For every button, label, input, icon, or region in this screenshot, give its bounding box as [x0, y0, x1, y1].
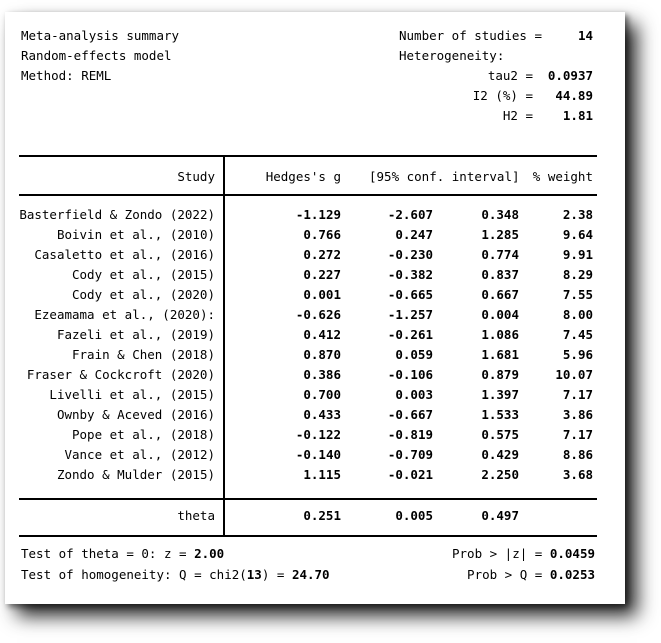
study-name: Fazeli et al., (2019) — [56, 327, 215, 342]
theta-z-value: 2.00 — [194, 546, 225, 561]
study-name: Ezeamama et al., (2020): — [34, 307, 215, 322]
weight: 8.86 — [562, 447, 593, 462]
theta-g: 0.251 — [303, 508, 341, 523]
ci-lower: -0.819 — [387, 427, 433, 442]
ci-upper: 0.348 — [481, 207, 519, 222]
tau2-label: tau2 = — [487, 68, 533, 83]
theta-rule — [19, 498, 597, 500]
study-name: Ownby & Aceved (2016) — [56, 407, 215, 422]
weight: 7.55 — [562, 287, 593, 302]
ci-upper: 2.250 — [481, 467, 519, 482]
homog-p-label: Prob > Q = — [467, 567, 543, 582]
model-label: Random-effects model — [21, 48, 172, 63]
hedges-g: 0.386 — [303, 367, 341, 382]
study-name: Basterfield & Zondo (2022) — [19, 207, 215, 222]
ci-lower: -0.021 — [387, 467, 433, 482]
theta-test — [21, 546, 224, 562]
ci-lower: -2.607 — [387, 207, 433, 222]
study-name: Boivin et al., (2010) — [56, 227, 215, 242]
col-header-ci: [95% conf. interval] — [369, 169, 520, 184]
homogeneity-test — [21, 567, 330, 583]
col-header-weight: % weight — [532, 169, 593, 184]
study-name: Pope et al., (2018) — [72, 427, 215, 442]
ci-lower: -0.230 — [387, 247, 433, 262]
theta-p — [385, 546, 595, 562]
ci-upper: 1.681 — [481, 347, 519, 362]
weight: 7.17 — [562, 427, 593, 442]
weight: 9.64 — [562, 227, 593, 242]
ci-upper: 0.667 — [481, 287, 519, 302]
i2-label: I2 (%) = — [472, 88, 533, 103]
ci-lower: 0.059 — [395, 347, 433, 362]
theta-test-label: Test of theta = 0: z = — [21, 546, 187, 561]
study-name: Fraser & Cockcroft (2020) — [26, 367, 215, 382]
weight: 2.38 — [562, 207, 593, 222]
ci-lower: -0.709 — [387, 447, 433, 462]
weight: 8.00 — [562, 307, 593, 322]
hedges-g: -1.129 — [295, 207, 341, 222]
weight: 8.29 — [562, 267, 593, 282]
hedges-g: 0.412 — [303, 327, 341, 342]
hedges-g: 0.272 — [303, 247, 341, 262]
theta-ci-upper: 0.497 — [481, 508, 519, 523]
ci-upper: 0.837 — [481, 267, 519, 282]
study-name: Vance et al., (2012) — [64, 447, 215, 462]
col-header-study: Study — [177, 169, 215, 184]
ci-lower: -0.665 — [387, 287, 433, 302]
heterogeneity-label: Heterogeneity: — [399, 48, 505, 63]
i2-value: 44.89 — [555, 88, 593, 103]
theta-p-label: Prob > |z| = — [452, 546, 543, 561]
ci-lower: -1.257 — [387, 307, 433, 322]
homog-p — [385, 567, 595, 583]
weight: 3.68 — [562, 467, 593, 482]
col-header-g: Hedges's g — [265, 169, 341, 184]
method-label: Method: REML — [21, 68, 112, 83]
table-bottom-rule — [19, 535, 597, 537]
ci-upper: 0.879 — [481, 367, 519, 382]
study-name: Cody et al., (2020) — [72, 287, 215, 302]
hedges-g: 0.700 — [303, 387, 341, 402]
ci-upper: 0.774 — [481, 247, 519, 262]
ci-lower: -0.261 — [387, 327, 433, 342]
weight: 7.45 — [562, 327, 593, 342]
summary-title: Meta-analysis summary — [21, 28, 180, 43]
theta-ci-lower: 0.005 — [395, 508, 433, 523]
ci-upper: 0.004 — [481, 307, 519, 322]
study-name: Livelli et al., (2015) — [49, 387, 215, 402]
hedges-g: -0.140 — [295, 447, 341, 462]
ci-lower: 0.247 — [395, 227, 433, 242]
column-divider — [223, 155, 225, 536]
homog-q-value: 24.70 — [291, 567, 330, 582]
homog-label-a: Test of homogeneity: Q = chi2( — [21, 567, 247, 582]
hedges-g: 1.115 — [303, 467, 341, 482]
weight: 9.91 — [562, 247, 593, 262]
ci-upper: 1.086 — [481, 327, 519, 342]
hedges-g: -0.122 — [295, 427, 341, 442]
table-top-rule — [19, 155, 597, 157]
hedges-g: 0.766 — [303, 227, 341, 242]
ci-upper: 0.429 — [481, 447, 519, 462]
hedges-g: 0.001 — [303, 287, 341, 302]
theta-p-value: 0.0459 — [549, 546, 595, 561]
n-studies-label: Number of studies = — [399, 28, 542, 43]
study-name: Frain & Chen (2018) — [72, 347, 215, 362]
tau2-value: 0.0937 — [547, 68, 593, 83]
results-panel — [5, 12, 625, 604]
study-name: Cody et al., (2015) — [72, 267, 215, 282]
weight: 7.17 — [562, 387, 593, 402]
hedges-g: 0.433 — [303, 407, 341, 422]
ci-lower: -0.667 — [387, 407, 433, 422]
weight: 5.96 — [562, 347, 593, 362]
ci-lower: -0.382 — [387, 267, 433, 282]
n-studies-value: 14 — [577, 28, 593, 43]
hedges-g: -0.626 — [295, 307, 341, 322]
weight: 3.86 — [562, 407, 593, 422]
study-name: Casaletto et al., (2016) — [34, 247, 215, 262]
study-name: Zondo & Mulder (2015) — [56, 467, 215, 482]
weight: 10.07 — [555, 367, 593, 382]
homog-df: 13 — [246, 567, 262, 582]
ci-lower: -0.106 — [387, 367, 433, 382]
ci-upper: 0.575 — [481, 427, 519, 442]
header-rule — [19, 194, 597, 196]
h2-value: 1.81 — [562, 108, 593, 123]
ci-upper: 1.533 — [481, 407, 519, 422]
ci-upper: 1.397 — [481, 387, 519, 402]
homog-label-b: ) = — [261, 567, 285, 582]
ci-lower: 0.003 — [395, 387, 433, 402]
theta-label: theta — [177, 508, 215, 523]
h2-label: H2 = — [502, 108, 533, 123]
hedges-g: 0.870 — [303, 347, 341, 362]
homog-p-value: 0.0253 — [549, 567, 595, 582]
ci-upper: 1.285 — [481, 227, 519, 242]
hedges-g: 0.227 — [303, 267, 341, 282]
